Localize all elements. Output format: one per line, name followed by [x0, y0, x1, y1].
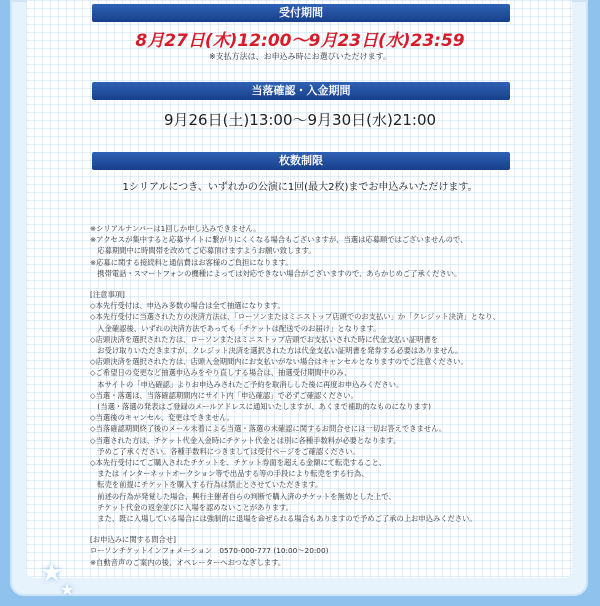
note-line: 応募期間中に時間帯を改めてご応募頂けますようお願い致します。 [90, 246, 316, 256]
lottery-confirmation-dates: 9月26日(土)13:00〜9月30日(水)21:00 [163, 111, 437, 129]
note-line: [お申込みに関する問合せ] [90, 535, 176, 545]
reception-period-header: 受付期間 [92, 4, 510, 22]
note-line: ◇ご希望日の変更など抽選申込みをやり直しする場合は、抽選受付期間中のみ、 [90, 368, 352, 378]
note-line: 転売を前提にチケットを購入する行為は禁止とさせていただきます。 [90, 480, 323, 490]
ticket-limit-header: 枚数制限 [92, 152, 510, 170]
note-line: ◇当落確認期間終了後のメール未着による当選・落選の未確認に関するお問合せには一切お答えできません。 [90, 424, 447, 434]
note-line: ローソンチケットインフォメーション 0570-000-777 (10:00〜20:00) [90, 546, 329, 556]
note-line: [注意事項] [90, 290, 125, 300]
note-line: または インターネットオークション等で出品する等の手段により転売をする行為、 [90, 469, 369, 479]
ticket-limit-text: 1シリアルにつき、いずれかの公演に1回(最大2枚)までお申込みいただけます。 [122, 182, 478, 193]
star-decoration-icon: ★ [60, 580, 75, 599]
note-line: ※自動音声のご案内の後、オペレーターへおつなぎします。 [90, 557, 286, 567]
payment-method-note: ※支払方法は、お申込み時にお選びいただけます。 [208, 52, 392, 61]
note-line: また、既に入場している場合には強制的に退場を命ぜられる場合もありますので予めご了承の上お申込みください。 [90, 514, 477, 524]
note-line: 予めご了承ください。各種手数料につきましては受付ページをご確認ください。 [90, 446, 360, 456]
note-line: ◇当選後のキャンセル、変更はできません。 [90, 413, 235, 423]
note-line: ◇店頭決済を選択された方は、店頭入金期間内にお支払いがない場合はキャンセルとなりますのでご注意ください。 [90, 357, 468, 367]
note-line: 入金確認後、いずれの決済方法であっても「チケットは配送でのお届け」となります。 [90, 323, 381, 333]
star-decoration-icon: ★ [40, 558, 64, 588]
notes-section [90, 223, 530, 568]
note-line: チケット代金の返金並びに入場を認めないことがあります。 [90, 502, 294, 512]
note-line: ◇当選された方は、チケット代金入金時にチケット代金とは別に各種手数料が必要となります。 [90, 435, 401, 445]
note-line: お受け取りいただきますが、クレジット決済を選択された方は代金支払い証明書を発券する必要はありません。 [90, 346, 463, 356]
note-line: ◇当選・落選は、当落確認期間内にサイト内「申込確認」で必ずご確認ください。 [90, 390, 358, 400]
note-line: 前述の行為が発覚した場合、興行主催者自らの判断で購入済のチケットを無効とした上で、 [90, 491, 396, 501]
note-line: ◇店頭決済を選択された方は、ローソンまたはミニストップ店頭でお支払いされた時に代金支払い証明書を [90, 334, 439, 344]
reception-period-dates: 8月27日(木)12:00〜9月23日(水)23:59 [135, 31, 465, 51]
note-line: ※シリアルナンバーは1回しか申し込みできません。 [90, 224, 261, 233]
note-line: ※アクセスが集中すると応募サイトに繋がりにくくなる場合もございますが、当選は応募順ではございませんので、 [90, 235, 468, 245]
note-line: ※応募に関する接続料と通信費はお客様のご負担になります。 [90, 257, 293, 267]
lottery-confirmation-header: 当落確認・入金期間 [92, 82, 510, 100]
note-line: ◇本先行受付にてご購入されたチケットを、チケット券面を超える金額にて転売すること、 [90, 458, 387, 468]
note-line: ◇本先行受付に当選された方の決済方法は、「ローソンまたはミニストップ店頭でのお支払い」か「クレジット決済」となり、 [90, 312, 500, 322]
note-line: ◇本先行受付は、申込み多数の場合は全て抽選になります。 [90, 301, 285, 311]
note-line: (当選・落選の発表はご登録のメールアドレスに通知いたしますが、あくまで補助的なものになります) [90, 402, 431, 412]
note-line: 本サイトの「申込確認」よりお申込みされたご予約を取消しした後に再度お申込みください。 [90, 379, 404, 389]
note-line: 携帯電話・スマートフォンの機種によっては対応できない場合がございますので、あらかじめご了承ください。 [90, 268, 462, 278]
